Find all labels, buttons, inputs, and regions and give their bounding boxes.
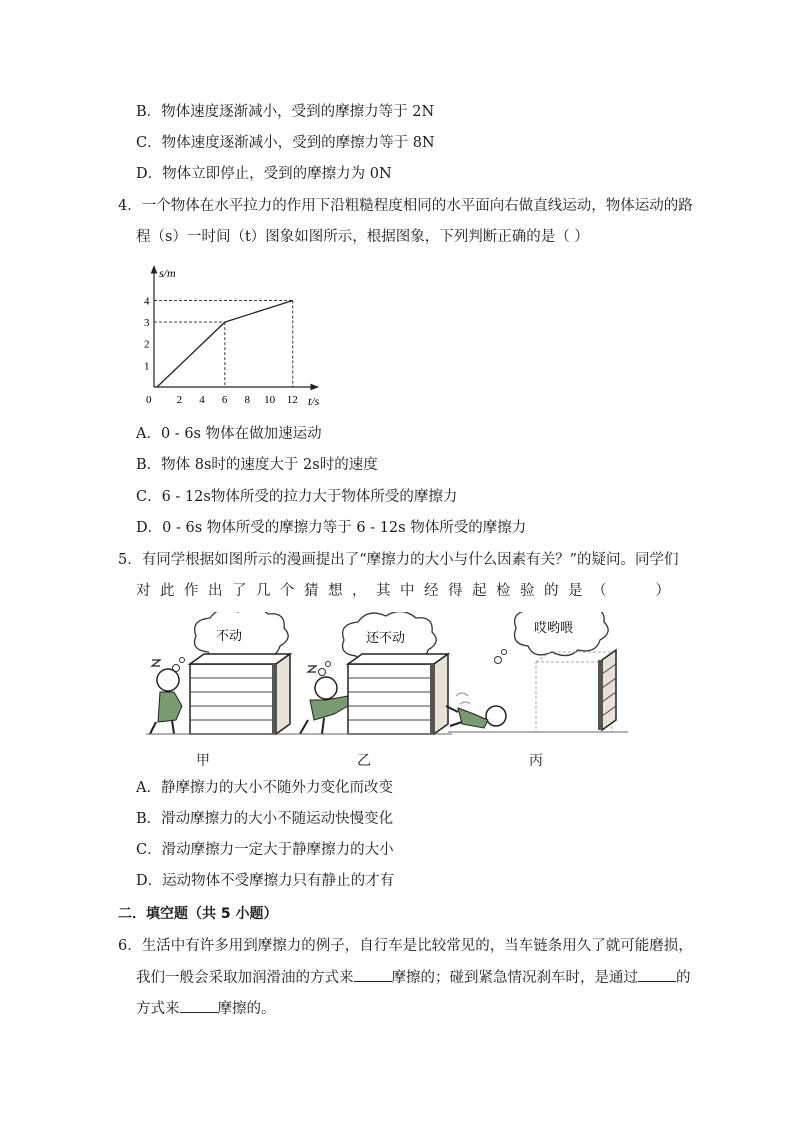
- q4-stem-line1: 4．一个物体在水平拉力的作用下沿粗糙程度相同的水平面向右做直线运动，物体运动的路: [118, 198, 693, 214]
- q5-line2-char: 验: [520, 583, 535, 599]
- cloud-text-yi: 还不动: [366, 631, 406, 646]
- st-graph: [140, 262, 340, 412]
- caption-yi: 乙: [357, 753, 371, 769]
- caption-jia: 甲: [196, 753, 210, 769]
- q5-line2-char: 作: [184, 583, 199, 599]
- q5-line2-char: ，: [352, 583, 367, 599]
- q5-line2-char: 的: [544, 583, 559, 599]
- x-tick-label: 2: [176, 394, 183, 406]
- q6-text-2b: 摩擦的；碰到紧急情况刹车时，是通过: [391, 970, 638, 986]
- q5-line2-char: 中: [400, 583, 415, 599]
- q6-blank-2[interactable]: [638, 967, 676, 982]
- q5-option-c: C．滑动摩擦力一定大于静摩擦力的大小: [136, 842, 394, 858]
- x-tick-label: 6: [221, 394, 228, 406]
- series-segment: [157, 322, 225, 387]
- y-tick-label: 1: [144, 360, 150, 373]
- x-tick-label: 4: [199, 394, 205, 406]
- q6-stem-line1: 6．生活中有许多用到摩擦力的例子，自行车是比较常见的，当车链条用久了就可能磨损，: [118, 938, 693, 954]
- panel-bing: [446, 612, 628, 732]
- q5-option-b: B．滑动摩擦力的大小不随运动快慢变化: [136, 811, 394, 827]
- q3-option-b: B．物体速度逐渐减小，受到的摩擦力等于 2N: [136, 104, 435, 120]
- q6-text-3a: 方式来: [136, 1001, 180, 1017]
- q3-option-d: D．物体立即停止，受到的摩擦力为 0N: [136, 166, 392, 182]
- q4-option-c: C．6 - 12s物体所受的拉力大于物体所受的摩擦力: [136, 489, 458, 505]
- q6-text-3b: 摩擦的。: [217, 1001, 276, 1017]
- section-title-fill-in: 二．填空题（共 5 小题）: [118, 906, 278, 922]
- y-tick-label: 4: [144, 295, 150, 308]
- cartoon-panels: [138, 612, 638, 742]
- q6-stem-line2: [136, 967, 691, 988]
- y-tick-label: 3: [144, 317, 150, 330]
- x-tick-label: 12: [286, 394, 298, 406]
- q5-line2-char: ）: [655, 583, 670, 599]
- q5-line2-char: 猜: [304, 583, 319, 599]
- q5-line2-char: 几: [256, 583, 271, 599]
- cloud-text-bing: 哎哟喂: [534, 621, 574, 636]
- q4-stem-line2: 程（s）一时间（t）图象如图所示，根据图象，下列判断正确的是（ ）: [136, 229, 589, 245]
- cloud-text-jia: 不动: [216, 629, 243, 644]
- q5-line2-char: 了: [232, 583, 247, 599]
- q5-stem-line2: [136, 581, 670, 601]
- x-tick-label: 10: [264, 394, 276, 406]
- y-tick-label: 2: [144, 338, 150, 351]
- q3-option-c: C．物体速度逐渐减小，受到的摩擦力等于 8N: [136, 135, 435, 151]
- panel-yi: [296, 612, 452, 734]
- q5-line2-char: 此: [160, 583, 175, 599]
- q5-line2-char: 是: [568, 583, 583, 599]
- q5-line2-char: 得: [448, 583, 463, 599]
- q5-line2-char: 出: [208, 583, 223, 599]
- q6-blank-1[interactable]: [354, 967, 392, 982]
- q5-line2-char: 对: [136, 583, 151, 599]
- q5-line2-char: （: [592, 583, 607, 599]
- q4-option-b: B．物体 8s时的速度大于 2s时的速度: [136, 457, 378, 473]
- q5-line2-char: 个: [280, 583, 295, 599]
- series-segment: [225, 300, 293, 322]
- caption-bing: 丙: [529, 753, 543, 769]
- x-tick-label: 8: [244, 394, 251, 406]
- q5-line2-char: 其: [376, 583, 391, 599]
- q5-line2-char: 经: [424, 583, 439, 599]
- origin-label: 0: [146, 394, 152, 406]
- q6-stem-line3: [136, 998, 276, 1019]
- q6-text-2a: 我们一般会采取加润滑油的方式来: [136, 970, 354, 986]
- q4-option-a: A．0 - 6s 物体在做加速运动: [136, 426, 322, 442]
- q6-text-2c: 的: [676, 970, 691, 986]
- q6-blank-3[interactable]: [180, 998, 218, 1013]
- q4-option-d: D．0 - 6s 物体所受的摩擦力等于 6 - 12s 物体所受的摩擦力: [136, 520, 527, 536]
- q5-stem-line1: 5．有同学根据如图所示的漫画提出了“摩擦力的大小与什么因素有关？”的疑问。同学们: [118, 552, 679, 568]
- q5-option-d: D．运动物体不受摩擦力只有静止的才有: [136, 873, 395, 889]
- x-axis-label: t/s: [308, 394, 320, 408]
- q5-option-a: A．静摩擦力的大小不随外力变化而改变: [136, 780, 393, 796]
- answer-gap[interactable]: [616, 581, 646, 601]
- y-axis-label: s/m: [159, 266, 176, 280]
- q5-line2-char: 起: [472, 583, 487, 599]
- panel-jia: [146, 612, 296, 734]
- q5-line2-char: 想: [328, 583, 343, 599]
- q5-line2-char: 检: [496, 583, 511, 599]
